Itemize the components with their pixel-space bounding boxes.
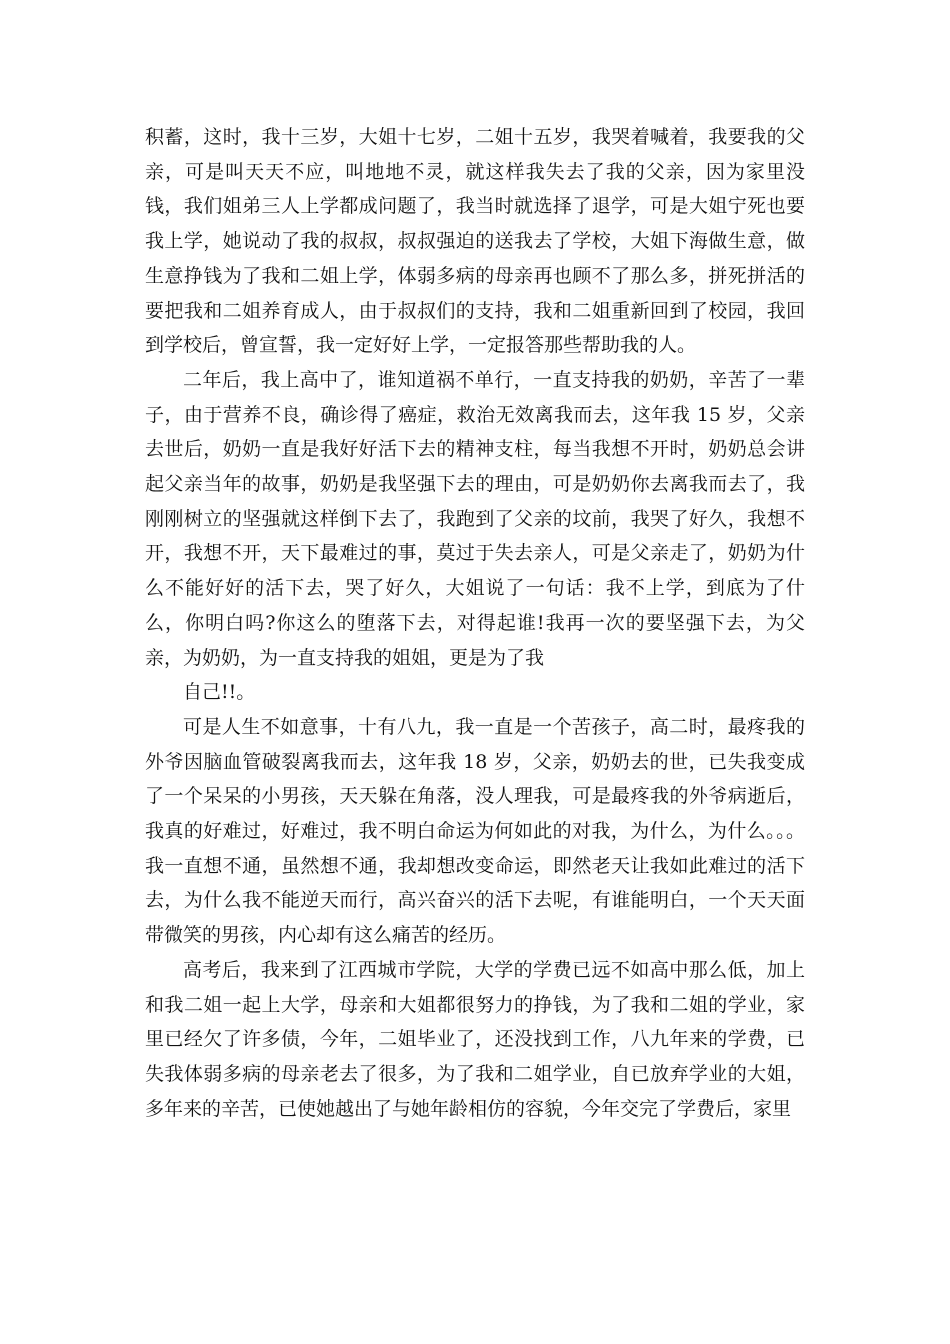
document-page — [145, 120, 805, 1126]
paragraph-5: 高考后，我来到了江西城市学院，大学的学费已远不如高中那么低，加上和我二姐一起上大学，母亲和大姐都很努力的挣钱，为了我和二姐的学业，家里已经欠了许多债，今年，二姐毕业了，还没找到工作，八九年来的学费，已失我体弱多病的母亲老去了很多，为了我和二姐学业，自已放弃学业的大姐，多年来的辛苦，已使她越出了与她年龄相仿的容貌，今年交完了学费后，家里 — [145, 958, 805, 1120]
paragraph-3: 自己!!。 — [183, 681, 256, 704]
paragraph-4: 可是人生不如意事，十有八九，我一直是一个苦孩子，高二时，最疼我的外爷因脑血管破裂离我而去，这年我 18 岁，父亲，奶奶去的世，已失我变成了一个呆呆的小男孩，天天躲在角落，没人理我，可是最疼我的外爷病逝后，我真的好难过，好难过，我不明白命运为何如此的对我，为什么，为什么。。。我一直想不通，虽然想不通，我却想改变命运，即然老天让我如此难过的活下去，为什么我不能逆天而行，高兴奋兴的活下去呢，有谁能明白，一个天天面带微笑的男孩，内心却有这么痛苦的经历。 — [145, 715, 805, 947]
paragraph-2: 二年后，我上高中了，谁知道祸不单行，一直支持我的奶奶，辛苦了一辈子，由于营养不良，确诊得了癌症，救治无效离我而去，这年我 15 岁，父亲去世后，奶奶一直是我好好活下去的精神支柱，每当我想不开时，奶奶总会讲起父亲当年的故事，奶奶是我坚强下去的理由，可是奶奶你去离我而去了，我刚刚树立的坚强就这样倒下去了，我跑到了父亲的坟前，我哭了好久，我想不开，我想不开，天下最难过的事，莫过于失去亲人，可是父亲走了，奶奶为什么不能好好的活下去，哭了好久，大姐说了一句话：我不上学，到底为了什么，你明白吗?你这么的堕落下去，对得起谁!我再一次的要坚强下去，为父亲，为奶奶，为一直支持我的姐姐，更是为了我 — [145, 368, 805, 669]
paragraph-1: 积蓄，这时，我十三岁，大姐十七岁，二姐十五岁，我哭着喊着，我要我的父亲，可是叫天天不应，叫地地不灵，就这样我失去了我的父亲，因为家里没钱，我们姐弟三人上学都成问题了，我当时就选择了退学，可是大姐宁死也要我上学，她说动了我的叔叔，叔叔强迫的送我去了学校，大姐下海做生意，做生意挣钱为了我和二姐上学，体弱多病的母亲再也顾不了那么多，拼死拼活的要把我和二姐养育成人，由于叔叔们的支持，我和二姐重新回到了校园，我回到学校后，曾宣誓，我一定好好上学，一定报答那些帮助我的人。 — [145, 126, 805, 357]
